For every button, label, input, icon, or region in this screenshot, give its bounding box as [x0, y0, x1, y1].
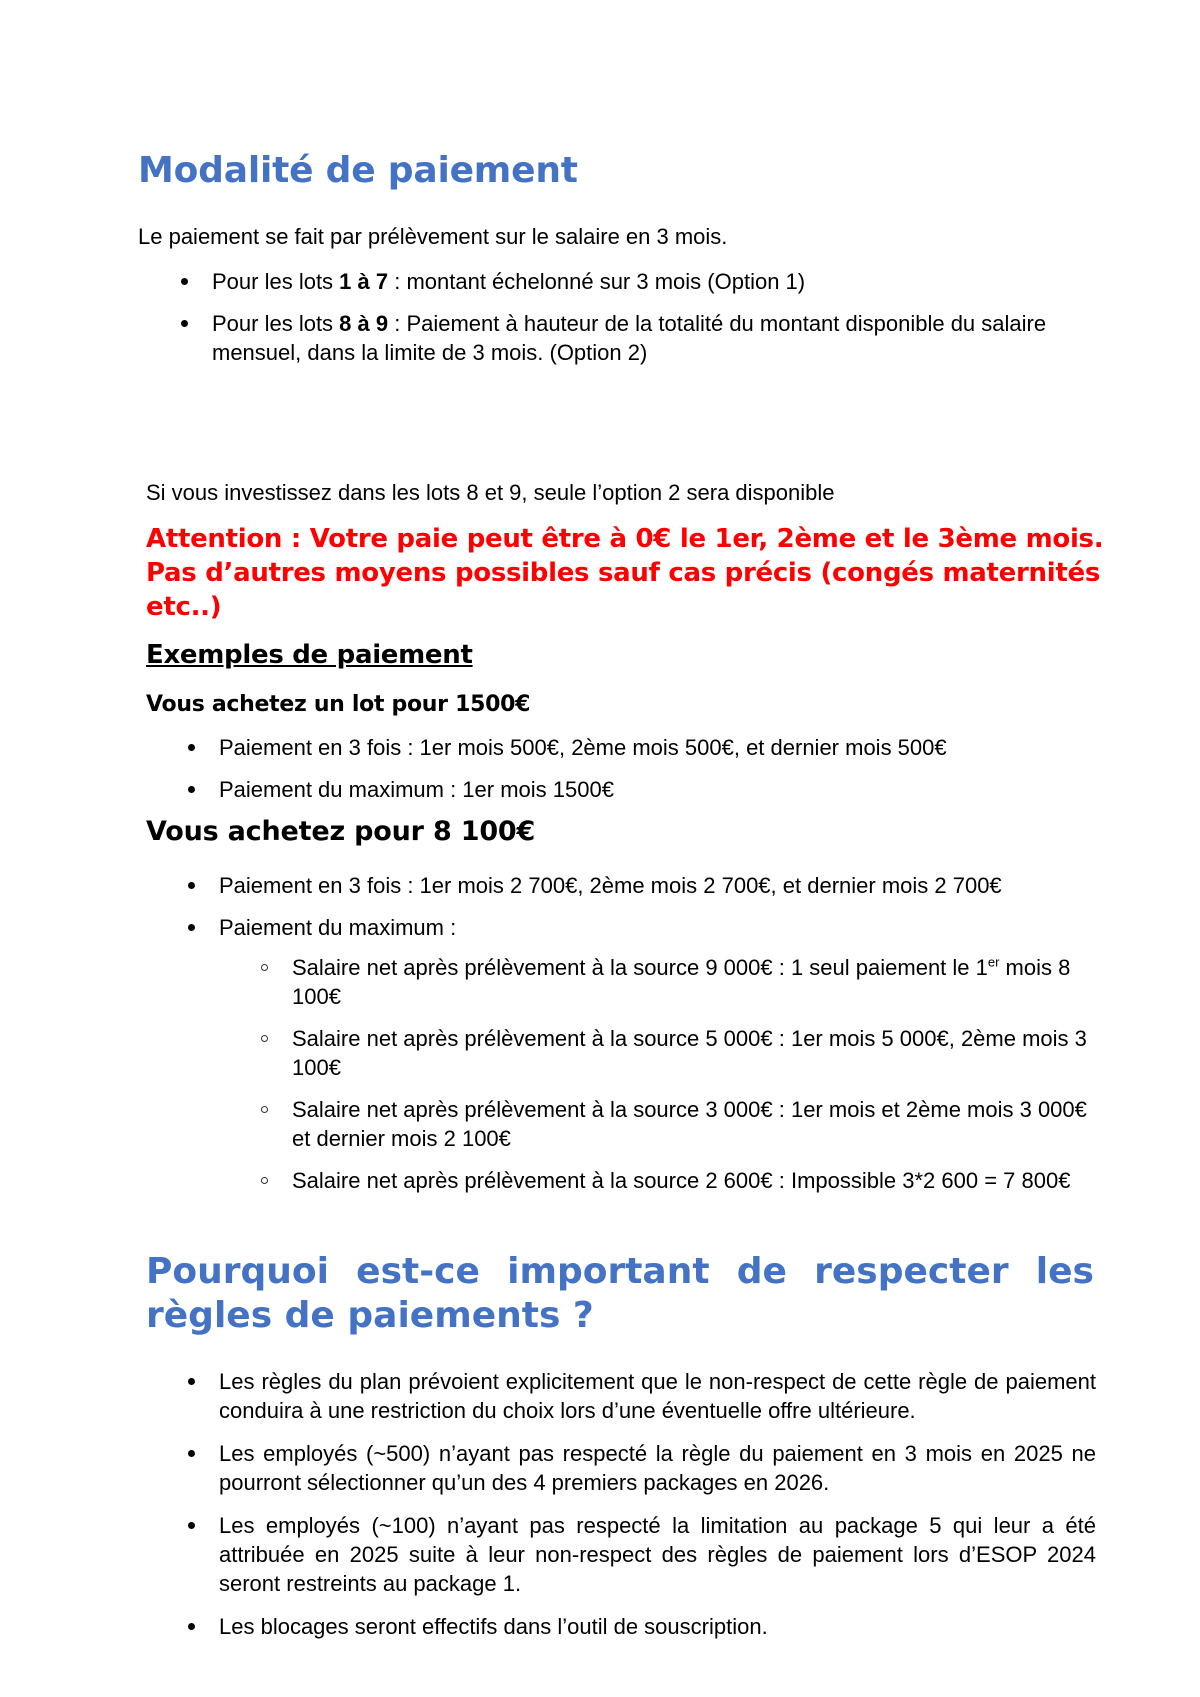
bullet-icon [188, 744, 195, 751]
list-item: Pour les lots 1 à 7 : montant échelonné sur 3 mois (Option 1) [212, 267, 1092, 296]
bullet-icon [181, 278, 188, 285]
bullet-icon [181, 320, 188, 327]
example2-list [219, 871, 1099, 955]
list-item: Les règles du plan prévoient explicitement que le non-respect de cette règle de paiement conduira à une restriction du choix lors d’une éventuelle offre ultérieure. [219, 1367, 1096, 1425]
list-item: Les blocages seront effectifs dans l’outil de souscription. [219, 1612, 1096, 1641]
list-item: Les employés (~500) n’ayant pas respecté la règle du paiement en 3 mois en 2025 ne pourront sélectionner qu’un des 4 premiers packages en 2026. [219, 1439, 1096, 1497]
bullet-icon [188, 1522, 195, 1529]
example2-heading: Vous achetez pour 8 100€ [146, 816, 536, 847]
list-item: Salaire net après prélèvement à la source 9 000€ : 1 seul paiement le 1er mois 8 100€ [292, 953, 1092, 1011]
example2-sublist [292, 953, 1092, 1208]
list-item: Paiement en 3 fois : 1er mois 2 700€, 2ème mois 2 700€, et dernier mois 2 700€ [219, 871, 1099, 900]
circle-bullet-icon [261, 1106, 268, 1113]
section-title-why-important: Pourquoi est-ce important de respecter les règles de paiements ? [146, 1251, 1094, 1336]
list-item: Salaire net après prélèvement à la source 2 600€ : Impossible 3*2 600 = 7 800€ [292, 1166, 1092, 1195]
list-item: Paiement en 3 fois : 1er mois 500€, 2ème mois 500€, et dernier mois 500€ [219, 733, 1099, 762]
circle-bullet-icon [261, 964, 268, 971]
intro-text: Le paiement se fait par prélèvement sur le salaire en 3 mois. [138, 224, 728, 249]
list-item: Les employés (~100) n’ayant pas respecté la limitation au package 5 qui leur a été attribuée en 2025 suite à leur non-respect des règles de paiement lors d’ESOP 2024 seront restreints au package 1. [219, 1511, 1096, 1598]
circle-bullet-icon [261, 1177, 268, 1184]
bullet-icon [188, 1450, 195, 1457]
list-item: Paiement du maximum : [219, 913, 1099, 942]
list-item: Pour les lots 8 à 9 : Paiement à hauteur de la totalité du montant disponible du salaire mensuel, dans la limite de 3 mois. (Option 2) [212, 309, 1092, 367]
bullet-icon [188, 1623, 195, 1630]
list-item: Paiement du maximum : 1er mois 1500€ [219, 775, 1099, 804]
payment-options-list [212, 267, 1092, 380]
examples-title: Exemples de paiement [146, 640, 473, 670]
bullet-icon [188, 924, 195, 931]
list-item: Salaire net après prélèvement à la source 3 000€ : 1er mois et 2ème mois 3 000€ et dernier mois 2 100€ [292, 1095, 1092, 1153]
list-item: Salaire net après prélèvement à la source 5 000€ : 1er mois 5 000€, 2ème mois 3 100€ [292, 1024, 1092, 1082]
bullet-icon [188, 882, 195, 889]
example1-list [219, 733, 1099, 817]
bullet-icon [188, 786, 195, 793]
rules-list [219, 1367, 1096, 1655]
bullet-icon [188, 1378, 195, 1385]
circle-bullet-icon [261, 1035, 268, 1042]
option-note: Si vous investissez dans les lots 8 et 9, seule l’option 2 sera disponible [146, 480, 835, 505]
warning-text: Attention : Votre paie peut être à 0€ le 1er, 2ème et le 3ème mois. Pas d’autres moyens possibles sauf cas précis (congés maternités etc..) [146, 524, 1104, 622]
section-title-payment-terms: Modalité de paiement [138, 150, 578, 191]
example1-heading: Vous achetez un lot pour 1500€ [146, 692, 531, 717]
